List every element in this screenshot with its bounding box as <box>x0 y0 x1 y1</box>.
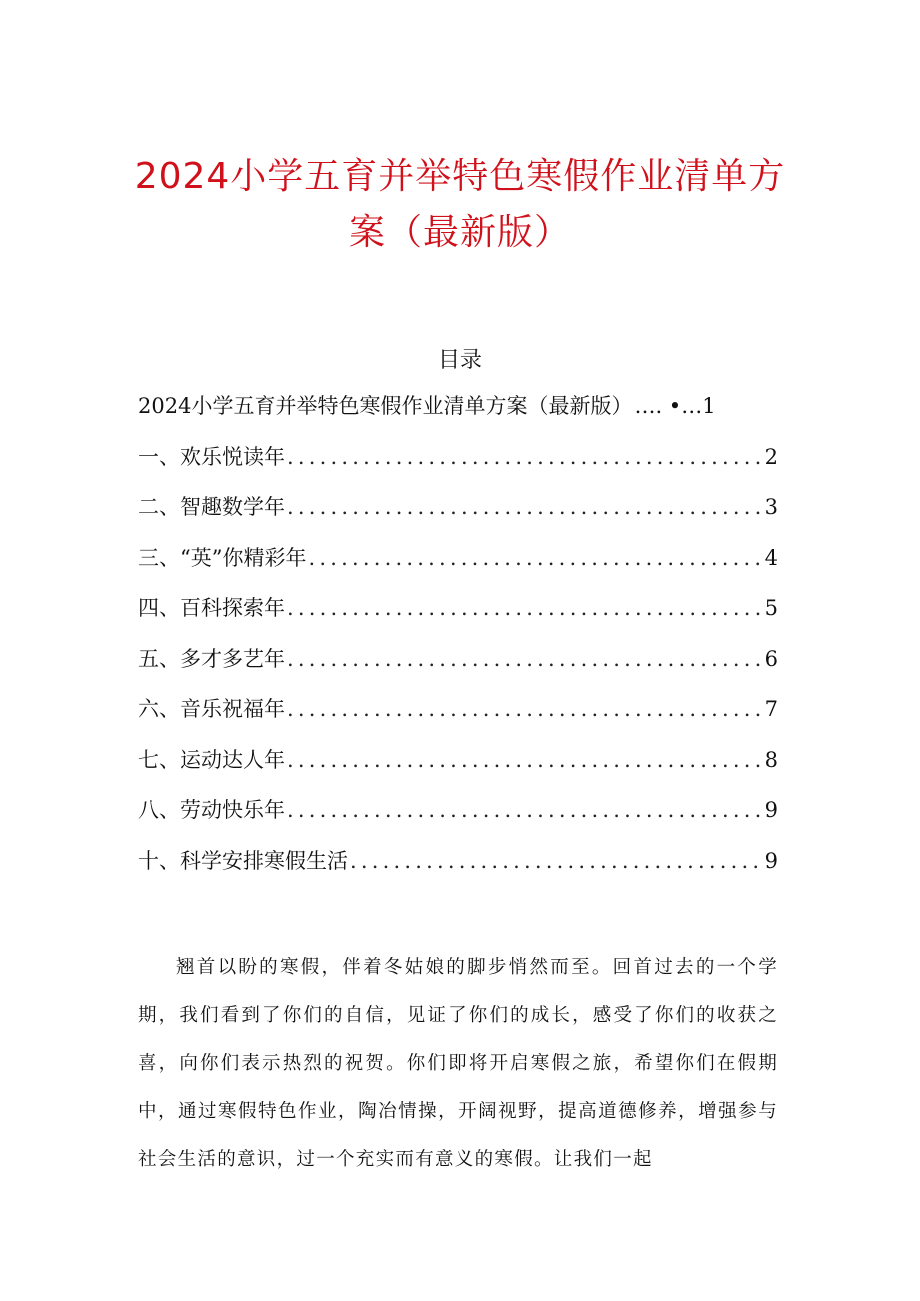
toc-entry-label: 七、运动达人年 <box>138 747 285 772</box>
toc-entry-leader: …. •… <box>634 394 703 418</box>
document-title-line-1: 2024小学五育并举特色寒假作业清单方 <box>134 156 786 197</box>
toc-entry-page: 9 <box>764 798 778 822</box>
toc-entry-label: 八、劳动快乐年 <box>138 798 285 822</box>
toc-entry-label: 六、音乐祝福年 <box>138 697 285 721</box>
toc-entry[interactable] <box>138 744 778 795</box>
toc-entry[interactable] <box>138 491 778 542</box>
toc-entry-leader <box>350 849 763 873</box>
toc-entry[interactable] <box>138 592 778 643</box>
toc-entry-leader <box>308 546 762 570</box>
toc-entry-page: 2 <box>764 444 778 469</box>
toc-entry-label: 五、多才多艺年 <box>138 646 285 671</box>
toc-entry-label: 十、科学安排寒假生活 <box>138 848 348 873</box>
toc-entry[interactable] <box>138 643 778 694</box>
toc-entry[interactable] <box>138 441 778 492</box>
toc-entry[interactable] <box>138 693 778 744</box>
toc-entry-page: 5 <box>764 596 778 620</box>
toc-entry-page: 6 <box>764 646 778 671</box>
toc-entry[interactable] <box>138 845 778 896</box>
toc-entry-label: 四、百科探索年 <box>138 596 285 620</box>
toc-entry-page: 1 <box>702 394 716 418</box>
toc-entry-leader <box>287 647 763 671</box>
toc-entry[interactable] <box>138 390 778 441</box>
toc-entry-label: 二、智趣数学年 <box>138 495 285 519</box>
document-title-line-2: 案（最新版） <box>348 212 571 253</box>
toc-entry-leader <box>287 596 763 620</box>
toc-entry-label: 2024小学五育并举特色寒假作业清单方案（最新版） <box>138 394 633 418</box>
toc-entry-leader <box>287 445 763 469</box>
toc-entry-page: 7 <box>764 697 778 721</box>
toc-entry[interactable] <box>138 794 778 845</box>
intro-paragraph: 翘首以盼的寒假，伴着冬姑娘的脚步悄然而至。回首过去的一个学期，我们看到了你们的自信，见证了你们的成长，感受了你们的收获之喜，向你们表示热烈的祝贺。你们即将开启寒假之旅，希望你们在假期中，通过寒假特色作业，陶冶情操，开阔视野，提高道德修养，增强参与社会生活的意识，过一个充实而有意义的寒假。让我们一起 <box>138 957 778 1170</box>
toc-entry-page: 9 <box>764 848 778 873</box>
toc-entry-label: 一、欢乐悦读年 <box>138 444 285 469</box>
toc-entry-label: 三、“英”你精彩年 <box>138 545 307 570</box>
toc-heading: 目录 <box>437 348 482 373</box>
table-of-contents <box>138 390 778 895</box>
toc-entry-leader <box>287 748 763 772</box>
toc-entry[interactable] <box>138 542 778 593</box>
toc-entry-page: 4 <box>764 545 778 570</box>
toc-entry-leader <box>287 798 763 822</box>
toc-entry-page: 8 <box>764 747 778 772</box>
toc-entry-leader <box>287 495 763 519</box>
toc-entry-leader <box>287 697 763 721</box>
toc-entry-page: 3 <box>764 495 778 519</box>
